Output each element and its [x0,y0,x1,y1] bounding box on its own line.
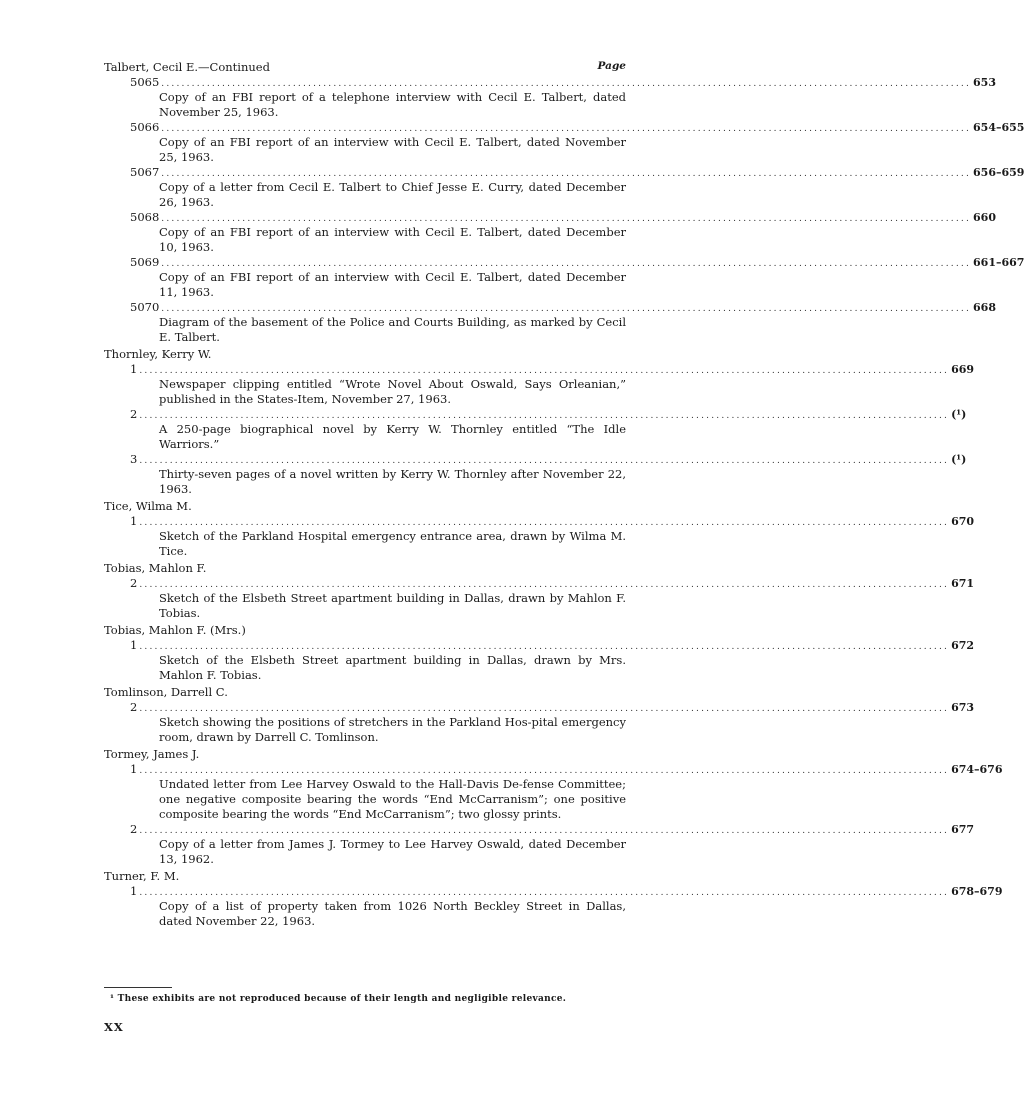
exhibit-page: (¹) [951,408,967,421]
exhibit-description: Diagram of the basement of the Police and Courts Building, as marked by Cecil E. Talbert. [159,315,626,344]
exhibit-description: Copy of a letter from Cecil E. Talbert to Chief Jesse E. Curry, dated December 26, 1963. [159,180,626,209]
exhibit-row [104,210,996,225]
page-column-label: Page [597,60,626,72]
exhibit-row [104,700,975,715]
exhibit-number: 1 [130,884,138,898]
exhibit-row [104,407,967,422]
exhibit-page: 671 [951,577,975,590]
exhibit-row [104,638,975,653]
exhibit-number: 1 [130,762,138,776]
exhibit-page: 656–659 [973,166,1024,179]
exhibit-page: 673 [951,701,975,714]
dot-leader: ................................................................................................................................................................ [139,580,950,590]
witness-name: Tormey, James J. [104,747,200,761]
exhibit-page: 670 [951,515,975,528]
exhibit-number: 3 [130,452,138,466]
exhibit-description: Thirty-seven pages of a novel written by Kerry W. Thornley after November 22, 1963. [159,467,626,496]
dot-leader: ................................................................................................................................................................ [161,304,972,314]
exhibit-description: Copy of a list of property taken from 1026 North Beckley Street in Dallas, dated November 22, 1963. [159,899,626,928]
exhibit-number: 2 [130,407,138,421]
dot-leader: ................................................................................................................................................................ [139,411,950,421]
continued-heading: Talbert, Cecil E.—Continued [104,60,270,74]
exhibit-number: 5069 [130,255,160,269]
exhibit-index [104,75,1024,929]
exhibit-page: (¹) [951,453,967,466]
exhibit-number: 5068 [130,210,160,224]
exhibit-number: 5067 [130,165,160,179]
exhibit-number: 2 [130,576,138,590]
exhibit-row [104,165,1024,180]
exhibit-row [104,75,996,90]
footnote: ¹ These exhibits are not reproduced because of their length and negligible relevance. [110,994,567,1004]
exhibit-description: Copy of an FBI report of an interview with Cecil E. Talbert, dated December 10, 1963. [159,225,626,254]
witness-name: Thornley, Kerry W. [104,347,212,361]
exhibit-description: Sketch of the Parkland Hospital emergency entrance area, drawn by Wilma M. Tice. [159,529,626,558]
exhibit-page: 660 [973,211,996,224]
exhibit-number: 2 [130,822,138,836]
exhibit-number: 5070 [130,300,160,314]
exhibit-page: 669 [951,363,975,376]
exhibit-page: 678–679 [951,885,1003,898]
exhibit-row [104,255,1024,270]
witness-name: Tobias, Mahlon F. [104,561,207,575]
exhibit-description: Copy of an FBI report of an interview with Cecil E. Talbert, dated November 25, 1963. [159,135,626,164]
exhibit-description: Sketch of the Elsbeth Street apartment building in Dallas, drawn by Mahlon F. Tobias. [159,591,626,620]
witness-name: Turner, F. M. [104,869,180,883]
exhibit-number: 1 [130,514,138,528]
exhibit-row [104,576,975,591]
dot-leader: ................................................................................................................................................................ [139,366,950,376]
dot-leader: ................................................................................................................................................................ [139,888,950,898]
exhibit-row [104,300,996,315]
exhibit-description: Sketch of the Elsbeth Street apartment building in Dallas, drawn by Mrs. Mahlon F. Tobias. [159,653,626,682]
exhibit-description: Newspaper clipping entitled “Wrote Novel About Oswald, Says Orleanian,” published in the States-Item, November 27, 1963. [159,377,626,406]
exhibit-description: Copy of a letter from James J. Tormey to Lee Harvey Oswald, dated December 13, 1962. [159,837,626,866]
page-number: XX [104,1020,124,1034]
exhibit-page: 661–667 [973,256,1024,269]
exhibit-row [104,514,975,529]
exhibit-page: 668 [973,301,996,314]
exhibit-row [104,120,1024,135]
dot-leader: ................................................................................................................................................................ [139,456,950,466]
dot-leader: ................................................................................................................................................................ [161,169,972,179]
exhibit-row [104,362,975,377]
exhibit-row [104,884,1003,899]
running-header [104,60,626,75]
dot-leader: ................................................................................................................................................................ [139,642,950,652]
witness-name: Tice, Wilma M. [104,499,192,513]
exhibit-row [104,822,975,837]
exhibit-page: 654–655 [973,121,1024,134]
exhibit-description: Sketch showing the positions of stretchers in the Parkland Hos-pital emergency room, drawn by Darrell C. Tomlinson. [159,715,626,744]
dot-leader: ................................................................................................................................................................ [139,704,950,714]
footnote-rule [104,987,172,988]
dot-leader: ................................................................................................................................................................ [139,826,950,836]
exhibit-page: 653 [973,76,996,89]
exhibit-row [104,762,1003,777]
exhibit-number: 1 [130,638,138,652]
dot-leader: ................................................................................................................................................................ [161,259,972,269]
dot-leader: ................................................................................................................................................................ [139,766,950,776]
dot-leader: ................................................................................................................................................................ [161,79,972,89]
exhibit-number: 1 [130,362,138,376]
exhibit-page: 672 [951,639,975,652]
witness-name: Tomlinson, Darrell C. [104,685,228,699]
dot-leader: ................................................................................................................................................................ [161,124,972,134]
exhibit-page: 674–676 [951,763,1003,776]
witness-name: Tobias, Mahlon F. (Mrs.) [104,623,246,637]
exhibit-description: Undated letter from Lee Harvey Oswald to the Hall-Davis De-fense Committee; one negative composite bearing the words “End McCarranism”; one positive composite bearing the words “End McCarranism”; two glossy prints. [159,777,626,821]
exhibit-description: Copy of an FBI report of a telephone interview with Cecil E. Talbert, dated November 25, 1963. [159,90,626,119]
exhibit-description: A 250-page biographical novel by Kerry W. Thornley entitled “The Idle Warriors.” [159,422,626,451]
exhibit-row [104,452,967,467]
exhibit-description: Copy of an FBI report of an interview with Cecil E. Talbert, dated December 11, 1963. [159,270,626,299]
exhibit-page: 677 [951,823,975,836]
exhibit-number: 2 [130,700,138,714]
exhibit-number: 5066 [130,120,160,134]
dot-leader: ................................................................................................................................................................ [161,214,972,224]
dot-leader: ................................................................................................................................................................ [139,518,950,528]
exhibit-number: 5065 [130,75,160,89]
